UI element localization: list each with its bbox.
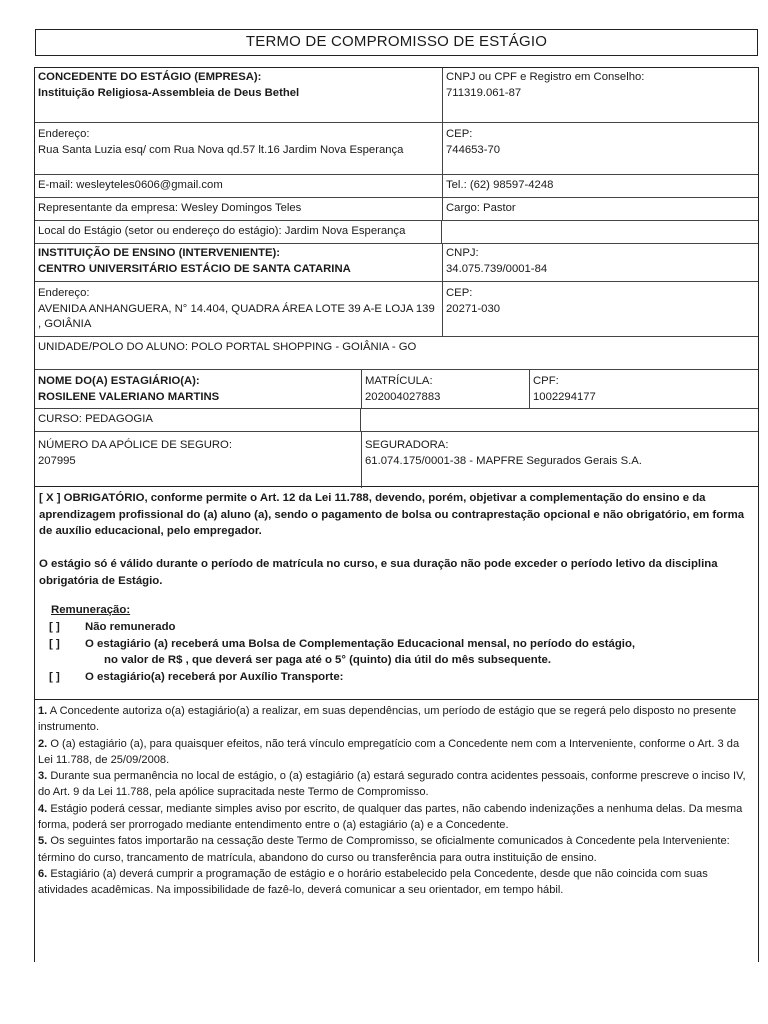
estagiario-row — [35, 370, 758, 409]
concedente-row — [35, 68, 758, 123]
clause-item: 3. Durante sua permanência no local de estágio, o (a) estagiário (a) estará segurado contra acidentes pessoais, conforme prescreve o inciso IV, do Art. 9 da Lei 11.788, pela apólice supracitada neste Termo de Compromisso. — [38, 770, 746, 799]
concedente-role: Cargo: Pastor — [442, 198, 758, 220]
concedente-address-row — [35, 123, 758, 175]
instituicao-heading: INSTITUIÇÃO DE ENSINO (INTERVENIENTE): — [38, 247, 281, 259]
matricula-label: MATRÍCULA: — [365, 375, 433, 387]
remuneracao-heading: Remuneração: — [51, 604, 131, 616]
estagiario-name-label: NOME DO(A) ESTAGIÁRIO(A): — [38, 375, 200, 387]
instituicao-cep-label: CEP: — [446, 287, 473, 299]
document-title: TERMO DE COMPROMISSO DE ESTÁGIO — [35, 29, 758, 56]
clause-item: 4. Estágio poderá cessar, mediante simples aviso por escrito, de qualquer das partes, não cabendo indenizações a nenhuma delas. Da mesma forma, poderá ser prorrogado mediante entendimento entre o (a) estagiário (a) e a Concedente. — [38, 802, 743, 832]
matricula-value: 202004027883 — [365, 390, 441, 403]
option-stipend-checkbox[interactable]: [ ] — [49, 637, 60, 650]
estagiario-name-value: ROSILENE VALERIANO MARTINS — [38, 390, 220, 403]
insurer-value: 61.074.175/0001-38 - MAPFRE Segurados Gerais S.A. — [365, 454, 642, 467]
remuneracao-block — [49, 602, 750, 686]
instituicao-address-row — [35, 282, 758, 337]
student-unit: UNIDADE/POLO DO ALUNO: POLO PORTAL SHOPPING - GOIÂNIA - GO — [38, 341, 417, 353]
instituicao-address-label: Endereço: — [38, 287, 90, 299]
obrigatorio-section — [34, 487, 759, 700]
concedente-name: Instituição Religiosa-Assembleia de Deus Bethel — [38, 86, 300, 99]
course-row — [35, 409, 758, 432]
clause-item: 5. Os seguintes fatos importarão na cessação deste Termo de Compromisso, se oficialmente comunicados à Concedente pela Interveniente: término do curso, trancamento de matrícula, abandono do curso ou transferência para outra instituição de ensino. — [38, 835, 730, 864]
concedente-cnpj-label: CNPJ ou CPF e Registro em Conselho: — [446, 71, 645, 83]
location-row — [35, 221, 758, 244]
concedente-heading: CONCEDENTE DO ESTÁGIO (EMPRESA): — [38, 71, 262, 83]
option-unpaid-label: Não remunerado — [85, 620, 176, 633]
representative-row — [35, 198, 758, 221]
obrigatorio-paragraph: [ X ] OBRIGATÓRIO, conforme permite o Art. 12 da Lei 11.788, devendo, porém, objetivar a complementação do ensino e da aprendizagem profissional do (a) aluno (a), sendo o pagamento de bolsa ou contraprestação opcional e não obrigatório, em forma de auxílio educacional, pelo empregador. — [39, 492, 745, 538]
option-stipend-label: O estagiário (a) receberá uma Bolsa de Complementação Educacional mensal, no período do estágio, — [85, 637, 636, 650]
clause-item: 1. A Concedente autoriza o(a) estagiário(a) a realizar, em suas dependências, um período de estágio que se regerá pelo disposto no presente instrumento. — [38, 705, 737, 734]
insurer-label: SEGURADORA: — [365, 439, 449, 451]
concedente-address-value: Rua Santa Luzia esq/ com Rua Nova qd.57 lt.16 Jardim Nova Esperança — [38, 143, 404, 156]
option-transport-checkbox[interactable]: [ ] — [49, 671, 60, 684]
concedente-email: E-mail: wesleyteles0606@gmail.com — [38, 179, 223, 191]
internship-location: Local do Estágio (setor ou endereço do estágio): Jardim Nova Esperança — [35, 221, 442, 243]
clauses-section — [34, 700, 759, 962]
insurance-row — [35, 432, 758, 488]
validity-paragraph: O estágio só é válido durante o período de matrícula no curso, e sua duração não pode exceder o período letivo da disciplina obrigatória de Estágio. — [39, 558, 718, 587]
policy-value: 207995 — [38, 454, 76, 467]
instituicao-cnpj-value: 34.075.739/0001-84 — [446, 262, 548, 275]
clauses-list — [38, 703, 752, 899]
instituicao-cep-value: 20271-030 — [446, 302, 501, 315]
unit-row — [35, 337, 758, 370]
concedente-cep-value: 744653-70 — [446, 143, 501, 156]
course: CURSO: PEDAGOGIA — [35, 409, 361, 431]
policy-label: NÚMERO DA APÓLICE DE SEGURO: — [38, 439, 232, 451]
registration-form — [34, 67, 759, 487]
concedente-phone: Tel.: (62) 98597-4248 — [442, 175, 758, 197]
instituicao-address-value: AVENIDA ANHANGUERA, N° 14.404, QUADRA ÁREA LOTE 39 A-E LOJA 139 , GOIÂNIA — [38, 302, 435, 330]
option-transport-label: O estagiário(a) receberá por Auxílio Transporte: — [85, 671, 344, 684]
instituicao-row — [35, 244, 758, 282]
option-unpaid-checkbox[interactable]: [ ] — [49, 620, 60, 633]
concedente-cnpj-value: 711319.061-87 — [446, 86, 522, 99]
clause-item: 2. O (a) estagiário (a), para quaisquer efeitos, não terá vínculo empregatício com a Concedente nem com a Interveniente, conforme o Art. 3 da Lei 11.788, de 25/09/2008. — [38, 737, 740, 766]
concedente-cep-label: CEP: — [446, 128, 473, 140]
cpf-value: 1002294177 — [533, 390, 596, 403]
concedente-representative: Representante da empresa: Wesley Domingos Teles — [38, 202, 302, 214]
clause-item: 6. Estagiário (a) deverá cumprir a programação de estágio e o horário estabelecido pela Concedente, desde que não coincida com suas atividades acadêmicas. Na impossibilidade de fazê-lo, deverá comunicar a seu orientador, em tempo hábil. — [38, 867, 708, 897]
concedente-address-label: Endereço: — [38, 128, 90, 140]
contact-row — [35, 175, 758, 198]
cpf-label: CPF: — [533, 375, 559, 387]
instituicao-cnpj-label: CNPJ: — [446, 247, 479, 259]
option-stipend-continuation: no valor de R$ , que deverá ser paga até o 5° (quinto) dia útil do mês subsequente. — [104, 654, 551, 667]
instituicao-name: CENTRO UNIVERSITÁRIO ESTÁCIO DE SANTA CATARINA — [38, 262, 351, 275]
